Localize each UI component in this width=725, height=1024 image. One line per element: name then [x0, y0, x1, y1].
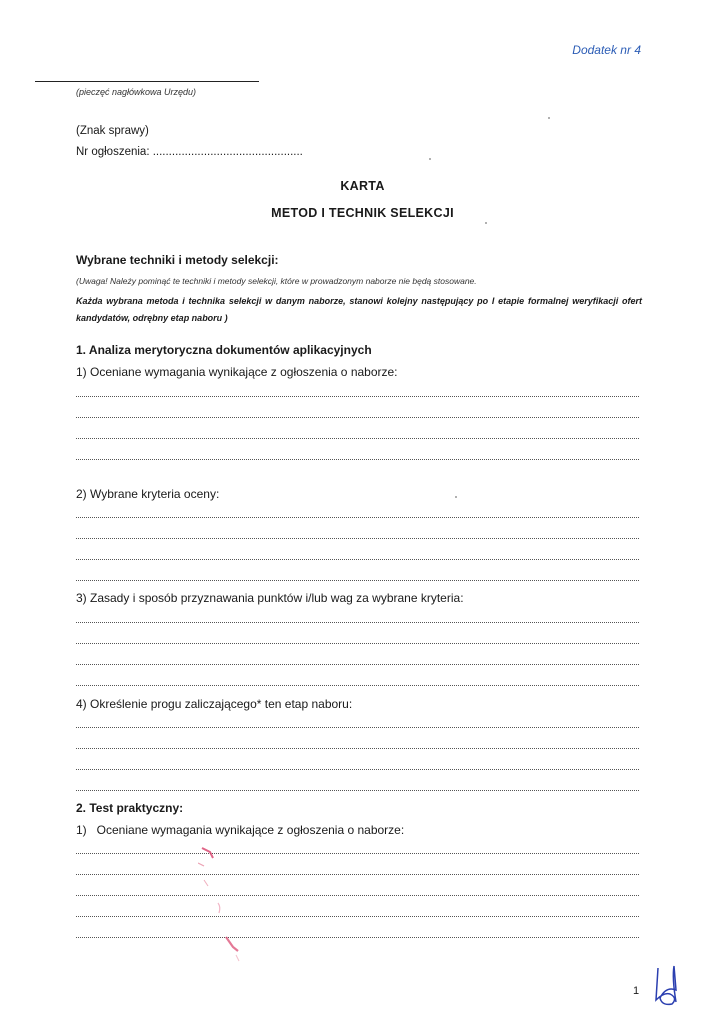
answer-line[interactable]	[76, 769, 639, 770]
answer-line[interactable]	[76, 916, 639, 917]
section-1-heading: 1. Analiza merytoryczna dokumentów aplikacyjnych	[76, 343, 372, 357]
document-subtitle: METOD I TECHNIK SELEKCJI	[271, 206, 454, 220]
answer-line[interactable]	[76, 664, 639, 665]
answer-line[interactable]	[76, 538, 639, 539]
page-number: 1	[633, 985, 640, 997]
section-1-item-4: 4) Określenie progu zaliczającego* ten etap naboru:	[76, 697, 353, 711]
answer-line[interactable]	[76, 874, 639, 875]
selection-note: (Uwaga! Należy pominąć te techniki i metody selekcji, które w prowadzonym naborze nie będą stosowane.	[76, 276, 477, 286]
answer-line[interactable]	[76, 559, 639, 560]
answer-line[interactable]	[76, 685, 639, 686]
selection-heading: Wybrane techniki i metody selekcji:	[76, 253, 279, 267]
scan-speck	[455, 496, 457, 498]
handwritten-signature	[650, 962, 682, 1008]
answer-line[interactable]	[76, 438, 639, 439]
answer-line[interactable]	[76, 517, 639, 518]
scan-speck	[429, 158, 431, 160]
answer-line[interactable]	[76, 643, 639, 644]
answer-line[interactable]	[76, 853, 639, 854]
ad-number: Nr ogłoszenia: ...............................................	[76, 146, 303, 158]
section-1-item-3: 3) Zasady i sposób przyznawania punktów i/lub wag za wybrane kryteria:	[76, 591, 464, 605]
answer-line[interactable]	[76, 727, 639, 728]
section-1-item-1: 1) Oceniane wymagania wynikające z ogłoszenia o naborze:	[76, 365, 398, 379]
answer-line[interactable]	[76, 790, 639, 791]
case-sign: (Znak sprawy)	[76, 125, 149, 137]
answer-line[interactable]	[76, 937, 639, 938]
section-2-heading: 2. Test praktyczny:	[76, 801, 184, 815]
document-title: KARTA	[340, 179, 385, 193]
section-1-item-2: 2) Wybrane kryteria oceny:	[76, 487, 220, 501]
stamp-label: (pieczęć nagłówkowa Urzędu)	[76, 87, 197, 97]
answer-line[interactable]	[76, 459, 639, 460]
selection-rule-note: Każda wybrana metoda i technika selekcji w danym naborze, stanowi kolejny następujący po I etapie formalnej weryfikacji ofert kandydatów, odrębny etap naboru )	[76, 296, 642, 323]
answer-line[interactable]	[76, 622, 639, 623]
answer-line[interactable]	[76, 580, 639, 581]
answer-line[interactable]	[76, 895, 639, 896]
stamp-line	[35, 81, 259, 82]
answer-line[interactable]	[76, 748, 639, 749]
section-2-item-1: 1) Oceniane wymagania wynikające z ogłoszenia o naborze:	[76, 823, 405, 837]
scan-speck	[548, 117, 550, 119]
red-ink-marks	[198, 845, 268, 975]
answer-line[interactable]	[76, 417, 639, 418]
annex-label: Dodatek nr 4	[572, 43, 641, 57]
scan-speck	[485, 222, 487, 224]
answer-line[interactable]	[76, 396, 639, 397]
